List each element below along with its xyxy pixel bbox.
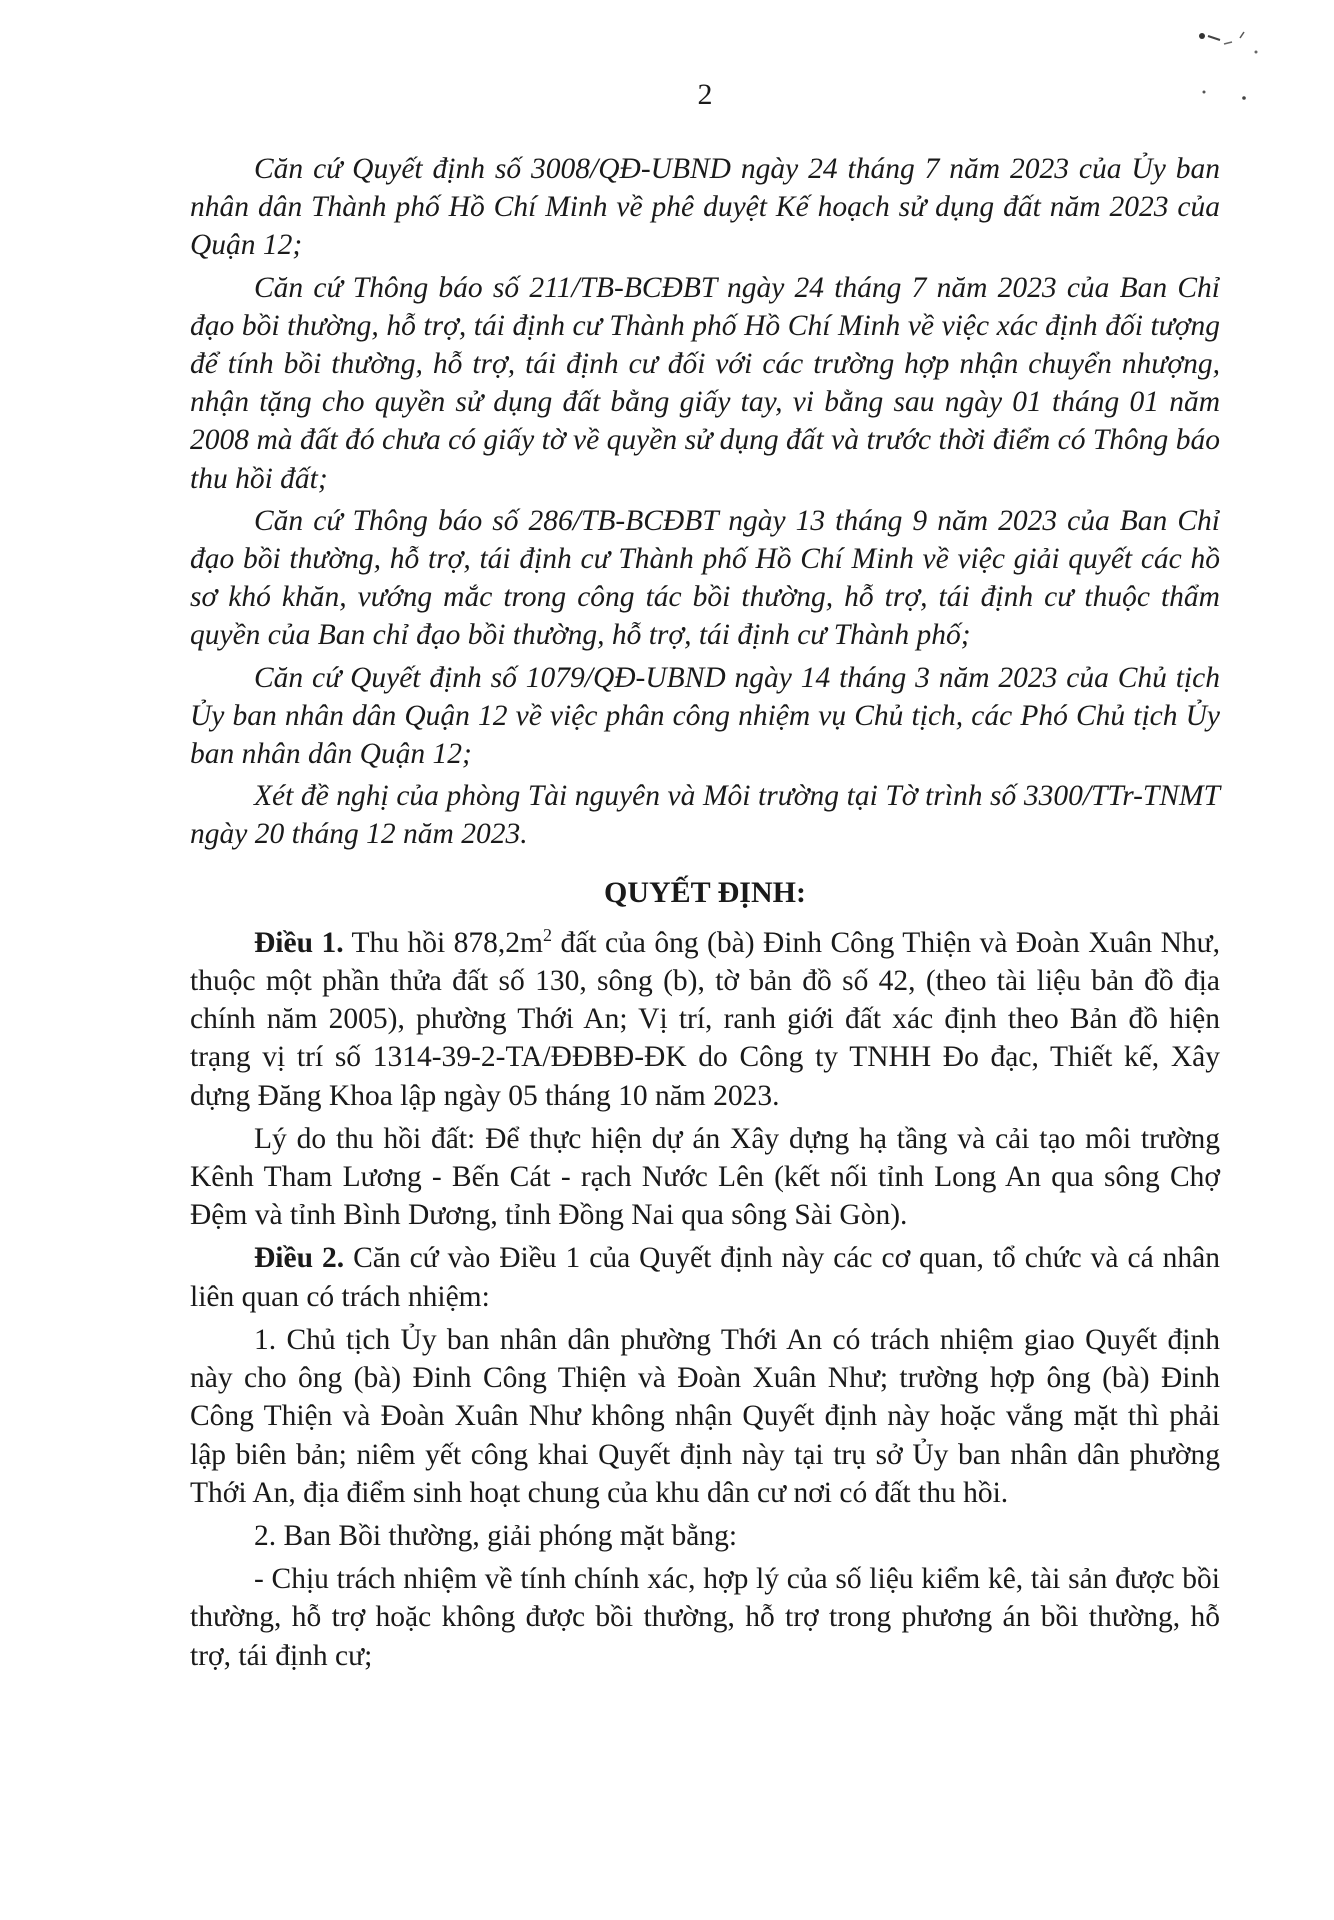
article-2-item-2-sub-1: - Chịu trách nhiệm về tính chính xác, hợp lý của số liệu kiểm kê, tài sản được bồi thường, hỗ trợ hoặc không được bồi thường, hỗ trợ trong phương án bồi thường, hỗ trợ, tái định cư;	[190, 1563, 1220, 1672]
article-2-label: Điều 2.	[254, 1242, 345, 1275]
article-2-text: Căn cứ vào Điều 1 của Quyết định này các cơ quan, tổ chức và cá nhân liên quan có trách nhiệm:	[190, 1242, 1220, 1313]
article-1	[190, 924, 1220, 1115]
article-2	[190, 1239, 1220, 1315]
article-1-text-part1: Thu hồi 878,2m	[343, 926, 543, 959]
legal-basis-1: Căn cứ Quyết định số 3008/QĐ-UBND ngày 24 tháng 7 năm 2023 của Ủy ban nhân dân Thành phố Hồ Chí Minh về phê duyệt Kế hoạch sử dụng đất năm 2023 của Quận 12;	[190, 153, 1220, 262]
legal-basis-2: Căn cứ Thông báo số 211/TB-BCĐBT ngày 24 tháng 7 năm 2023 của Ban Chỉ đạo bồi thường, hỗ trợ, tái định cư Thành phố Hồ Chí Minh về việc xác định đối tượng để tính bồi thường, hỗ trợ, tái định cư đối với các trường hợp nhận chuyển nhượng, nhận tặng cho quyền sử dụng đất bằng giấy tay, vi bằng sau ngày 01 tháng 01 năm 2008 mà đất đó chưa có giấy tờ về quyền sử dụng đất và trước thời điểm có Thông báo thu hồi đất;	[190, 271, 1220, 495]
area-unit-superscript: 2	[542, 925, 552, 946]
proposal-consideration: Xét đề nghị của phòng Tài nguyên và Môi trường tại Tờ trình số 3300/TTr-TNMT ngày 20 tháng 12 năm 2023.	[190, 780, 1220, 851]
article-2-item-2: 2. Ban Bồi thường, giải phóng mặt bằng:	[254, 1519, 738, 1552]
article-1-text-part2: đất của ông (bà) Đinh Công Thiện và Đoàn Xuân Như, thuộc một phần thửa đất số 130, sông (b), tờ bản đồ số 42, (theo tài liệu bản đồ địa chính năm 2005), phường Thới An; Vị trí, ranh giới đất xác định theo Bản đồ hiện trạng vị trí số 1314-39-2-TA/ĐĐBĐ-ĐK do Công ty TNHH Đo đạc, Thiết kế, Xây dựng Đăng Khoa lập ngày 05 tháng 10 năm 2023.	[190, 926, 1221, 1112]
decision-heading: QUYẾT ĐỊNH:	[604, 875, 806, 909]
article-2-item-1: 1. Chủ tịch Ủy ban nhân dân phường Thới An có trách nhiệm giao Quyết định này cho ông (bà) Đinh Công Thiện và Đoàn Xuân Như; trường hợp ông (bà) Đinh Công Thiện và Đoàn Xuân Như không nhận Quyết định này hoặc vắng mặt thì phải lập biên bản; niêm yết công khai Quyết định này tại trụ sở Ủy ban nhân dân phường Thới An, địa điểm sinh hoạt chung của khu dân cư nơi có đất thu hồi.	[190, 1323, 1220, 1509]
page-number: 2	[697, 78, 713, 111]
document-body	[190, 150, 1220, 1680]
article-1-label: Điều 1.	[254, 926, 344, 959]
article-1-reason: Lý do thu hồi đất: Để thực hiện dự án Xây dựng hạ tầng và cải tạo môi trường Kênh Tham Lương - Bến Cát - rạch Nước Lên (kết nối tỉnh Long An qua sông Chợ Đệm và tỉnh Bình Dương, tỉnh Đồng Nai qua sông Sài Gòn).	[190, 1122, 1220, 1232]
legal-basis-3: Căn cứ Thông báo số 286/TB-BCĐBT ngày 13 tháng 9 năm 2023 của Ban Chỉ đạo bồi thường, hỗ trợ, tái định cư Thành phố Hồ Chí Minh về việc giải quyết các hồ sơ khó khăn, vướng mắc trong công tác bồi thường, hỗ trợ, tái định cư thuộc thẩm quyền của Ban chỉ đạo bồi thường, hỗ trợ, tái định cư Thành phố;	[190, 504, 1220, 652]
legal-basis-4: Căn cứ Quyết định số 1079/QĐ-UBND ngày 14 tháng 3 năm 2023 của Chủ tịch Ủy ban nhân dân Quận 12 về việc phân công nhiệm vụ Chủ tịch, các Phó Chủ tịch Ủy ban nhân dân Quận 12;	[190, 661, 1220, 771]
